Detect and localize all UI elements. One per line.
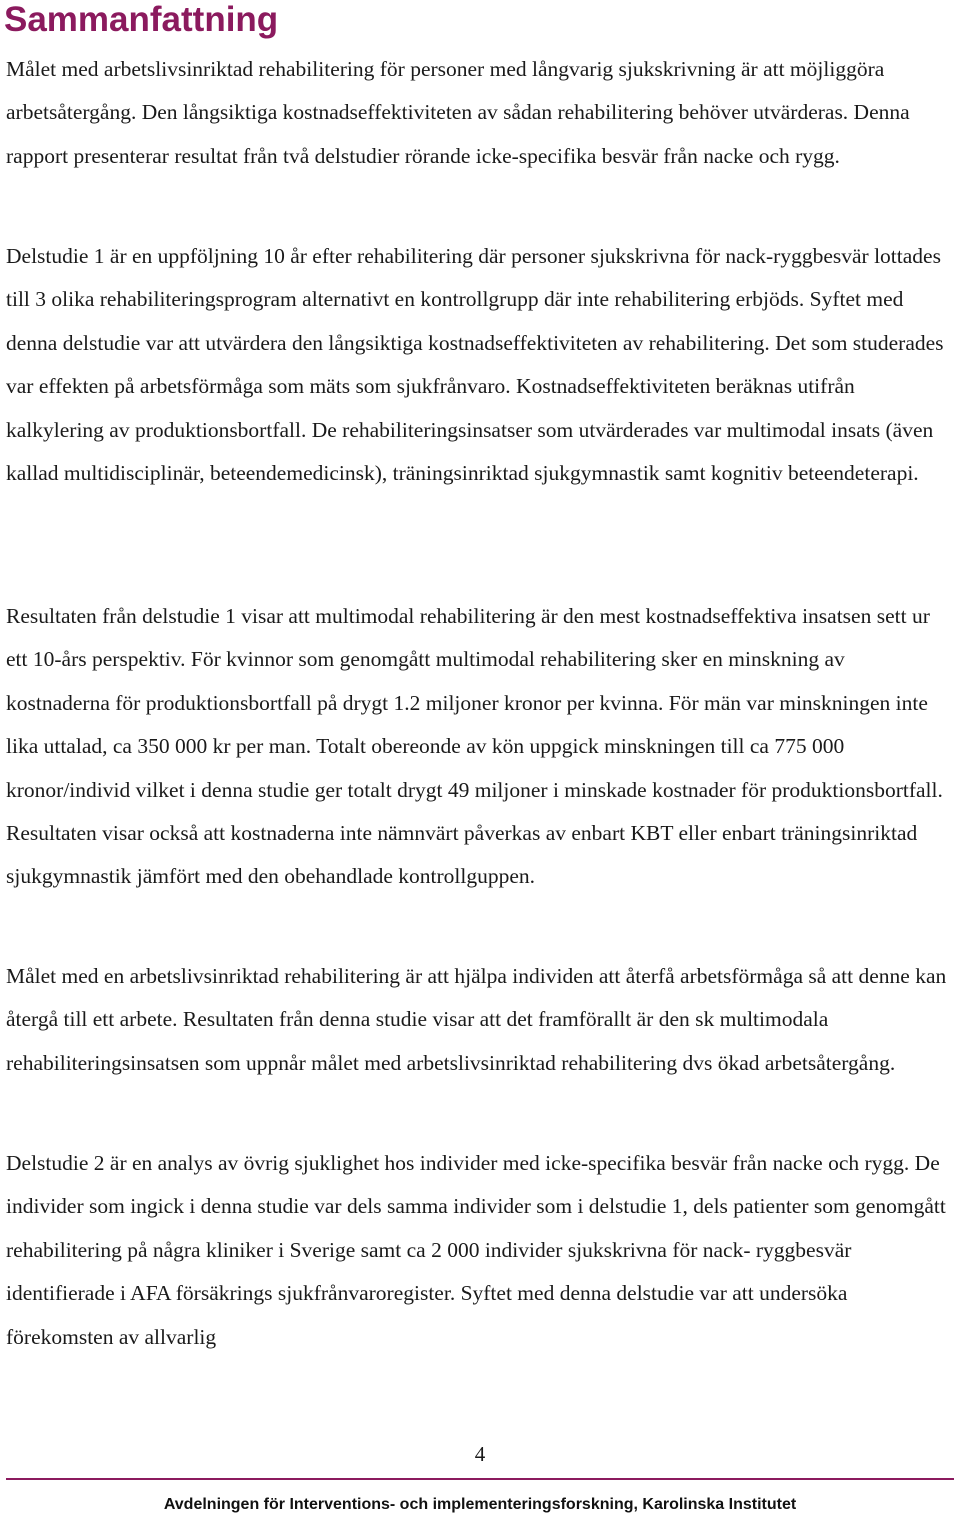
footer-institution: Avdelningen för Interventions- och implementeringsforskning, Karolinska Institutet <box>163 1496 797 1513</box>
page-number: 4 <box>474 1442 486 1466</box>
paragraph-malet: Målet med en arbetslivsinriktad rehabilitering är att hjälpa individen att återfå arbetsförmåga så att denne kan återgå till ett arbete. Resultaten från denna studie visar att det framförallt är den sk multimodala rehabiliteringsinsatsen som uppnår målet med arbetslivsinriktad rehabilitering dvs ökad arbetsåtergång. <box>6 964 947 1075</box>
paragraph-delstudie-2: Delstudie 2 är en analys av övrig sjuklighet hos individer med icke-specifika besvär från nacke och rygg. De individer som ingick i denna studie var dels samma individer som i delstudie 1, dels patienter som genomgått rehabilitering på några kliniker i Sverige samt ca 2 000 individer sjukskrivna för nack- ryggbesvär identifierade i AFA försäkrings sjukfrånvaroregister. Syftet med denna delstudie var att undersöka förekomsten av allvarlig <box>6 1151 946 1349</box>
footer-divider <box>6 1478 954 1480</box>
paragraph-resultat: Resultaten från delstudie 1 visar att multimodal rehabilitering är den mest kostnadseffektiva insatsen sett ur ett 10-års perspektiv. För kvinnor som genomgått multimodal rehabilitering sker en minskning av kostnaderna för produktionsbortfall på drygt 1.2 miljoner kronor per kvinna. För män var minskningen inte lika uttalad, ca 350 000 kr per man. Totalt obereonde av kön uppgick minskningen till ca 775 000 kronor/individ vilket i denna studie ger totalt drygt 49 miljoner i minskade kostnader för produktionsbortfall. Resultaten visar också att kostnaderna inte nämnvärt påverkas av enbart KBT eller enbart träningsinriktad sjukgymnastik jämfört med den obehandlade kontrollguppen. <box>6 604 943 889</box>
paragraph-delstudie-1: Delstudie 1 är en uppföljning 10 år efter rehabilitering där personer sjukskrivna för nack-ryggbesvär lottades till 3 olika rehabiliteringsprogram alternativt en kontrollgrupp där inte rehabilitering erbjöds. Syftet med denna delstudie var att utvärdera den långsiktiga kostnadseffektiviteten av rehabilitering. Det som studerades var effekten på arbetsförmåga som mäts som sjukfrånvaro. Kostnadseffektiviteten beräknas utifrån kalkylering av produktionsbortfall. De rehabiliteringsinsatser som utvärderades var multimodal insats (även kallad multidisciplinär, beteendemedicinsk), träningsinriktad sjukgymnastik samt kognitiv beteendeterapi. <box>6 244 944 486</box>
paragraph-intro: Målet med arbetslivsinriktad rehabilitering för personer med långvarig sjukskrivning är att möjliggöra arbetsåtergång. Den långsiktiga kostnadseffektiviteten av sådan rehabilitering behöver utvärderas. Denna rapport presenterar resultat från två delstudier rörande icke-specifika besvär från nacke och rygg. <box>6 57 910 168</box>
section-heading: Sammanfattning <box>4 0 279 39</box>
